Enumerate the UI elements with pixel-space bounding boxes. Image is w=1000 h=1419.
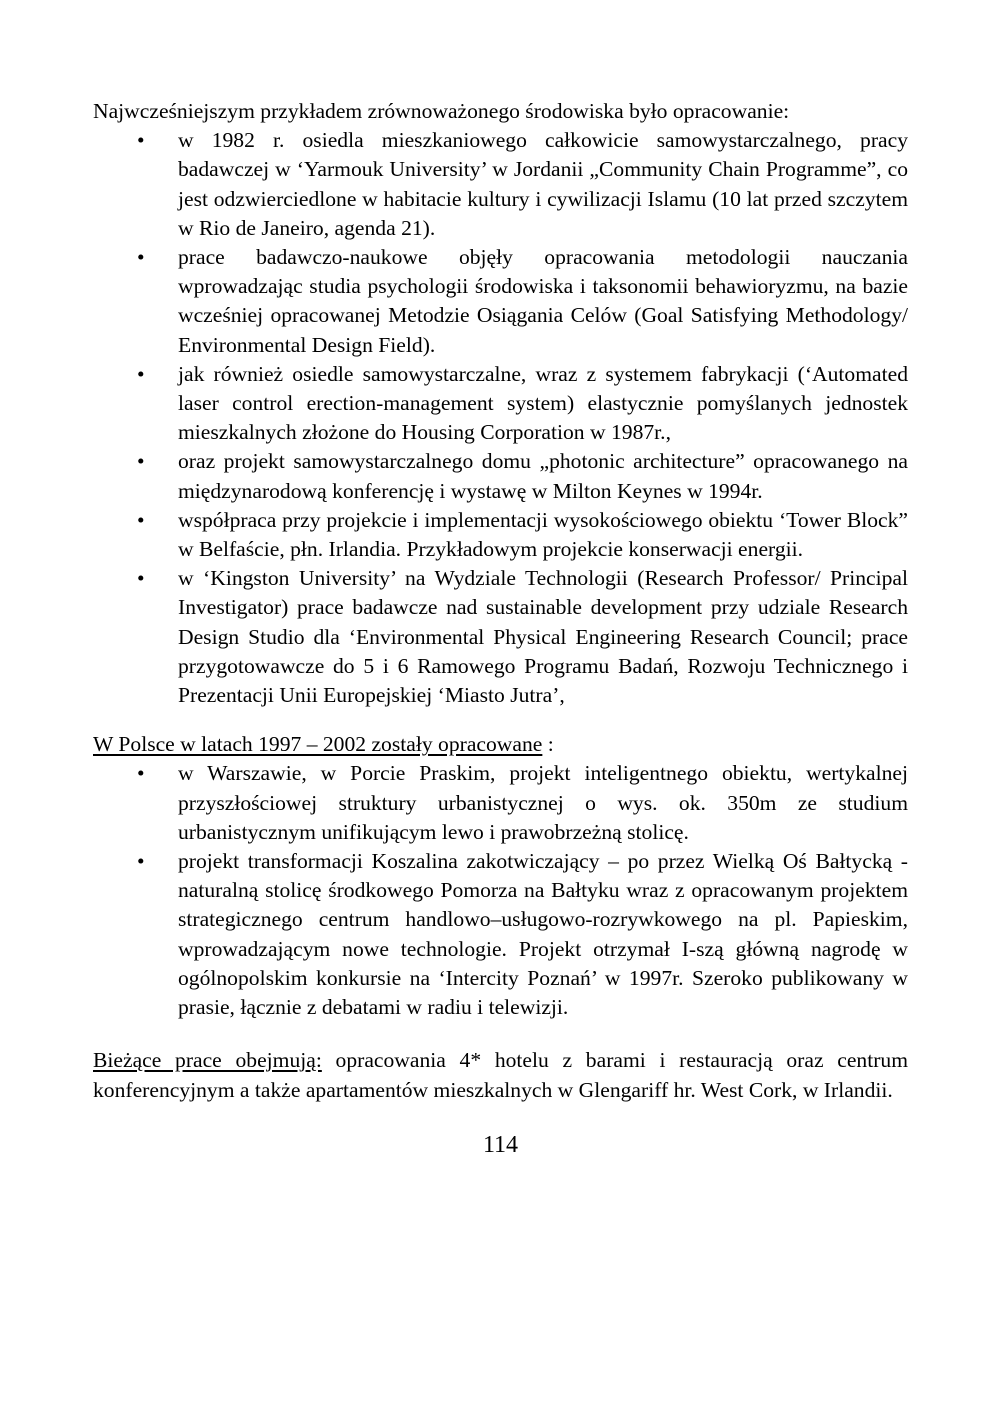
list-item: • w 1982 r. osiedla mieszkaniowego całkowicie samowystarczalnego, pracy badawczej w ‘Yarmouk University’ w Jordanii „Community Chain Programme”, co jest odzwierciedlone w habitacie kultury i cywilizacji Islamu (10 lat przed szczytem w Rio de Janeiro, agenda 21). — [93, 126, 908, 243]
closing-paragraph — [93, 1046, 908, 1104]
intro-paragraph: Najwcześniejszym przykładem zrównoważonego środowiska było opracowanie: — [93, 99, 790, 123]
closing-lead-underlined-text: Bieżące prace obejmują: — [93, 1048, 322, 1073]
list-item: • w ‘Kingston University’ na Wydziale Technologii (Research Professor/ Principal Investigator) prace badawcze nad sustainable development przy udziale Research Design Studio dla ‘Environmental Physical Engineering Research Council; prace przygotowawcze do 5 i 6 Ramowego Programu Badań, Rozwoju Technicznego i Prezentacji Unii Europejskiej ‘Miasto Jutra’, — [93, 564, 908, 710]
section-heading-suffix: : — [542, 732, 554, 757]
list-item: • współpraca przy projekcie i implementacji wysokościowego obiektu ‘Tower Block” w Belfaście, płn. Irlandia. Przykładowym projekcie konserwacji energii. — [93, 506, 908, 564]
poland-projects-list — [93, 759, 908, 1022]
page-content — [93, 97, 908, 1160]
section-heading-poland — [93, 730, 908, 759]
page-number: 114 — [482, 1131, 519, 1158]
list-item: • oraz projekt samowystarczalnego domu „photonic architecture” opracowanego na międzynarodową konferencję i wystawę w Milton Keynes w 1994r. — [93, 447, 908, 505]
international-projects-list — [93, 126, 908, 710]
section-heading-underlined-text: W Polsce w latach 1997 – 2002 zostały opracowane — [93, 732, 543, 757]
list-item: • jak również osiedle samowystarczalne, wraz z systemem fabrykacji (‘Automated laser control erection-management system) elastycznie pomyślanych jednostek mieszkalnych złożone do Housing Corporation w 1987r., — [93, 360, 908, 448]
list-item: • w Warszawie, w Porcie Praskim, projekt inteligentnego obiektu, wertykalnej przyszłościowej struktury urbanistycznej o wys. ok. 350m ze studium urbanistycznym unifikującym lewo i prawobrzeżną stolicę. — [93, 759, 908, 847]
closing-text: opracowania 4* hotelu z barami i restauracją oraz centrum konferencyjnym a także apartamentów mieszkalnych w Glengariff hr. West Cork, w Irlandii. — [93, 1048, 908, 1102]
list-item: • projekt transformacji Koszalina zakotwiczający – po przez Wielką Oś Bałtycką - naturalną stolicę środkowego Pomorza na Bałtyku wraz z opracowanym projektem strategicznego centrum handlowo–usługowo-rozrywkowego na pl. Papieskim, wprowadzającym nowe technologie. Projekt otrzymał I-szą główną nagrodę w ogólnopolskim konkursie na ‘Intercity Poznań’ w 1997r. Szeroko publikowany w prasie, łącznie z debatami w radiu i telewizji. — [93, 847, 908, 1022]
list-item: • prace badawczo-naukowe objęły opracowania metodologii nauczania wprowadzając studia psychologii środowiska i taksonomii behawioryzmu, na bazie wcześniej opracowanej Metodzie Osiągania Celów (Goal Satisfying Methodology/ Environmental Design Field). — [93, 243, 908, 360]
